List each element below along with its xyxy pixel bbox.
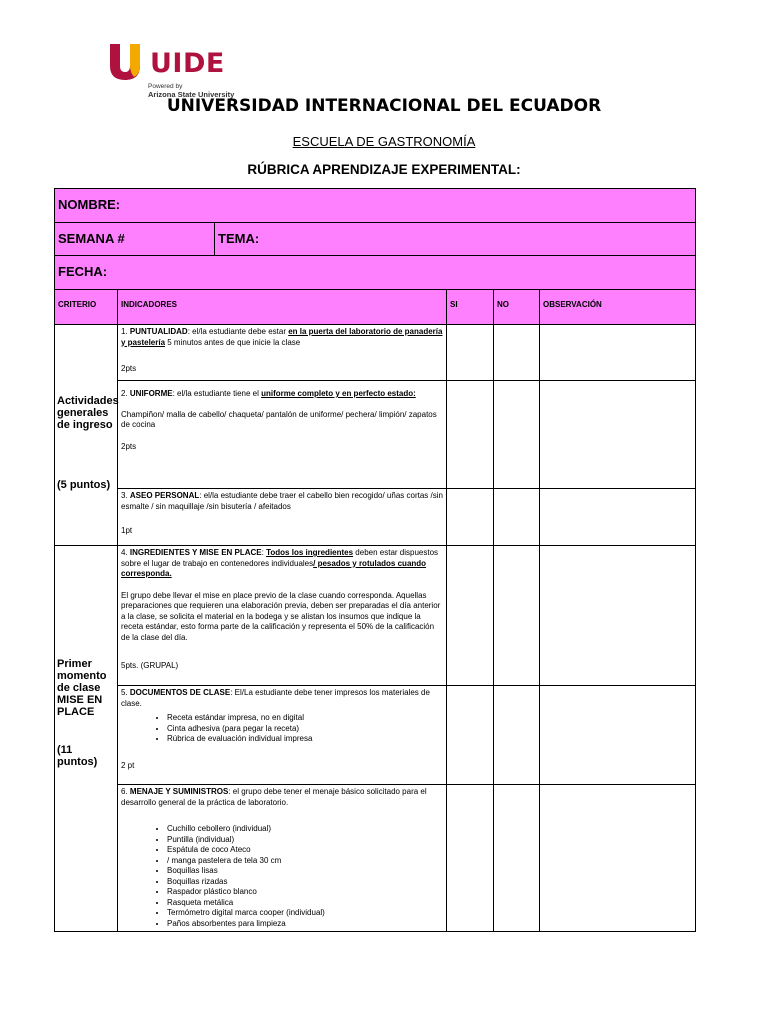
uide-shield-icon xyxy=(108,42,142,82)
criterion-label: Actividades generales de ingreso xyxy=(57,395,119,431)
indicator-ingredientes: 4. INGREDIENTES Y MISE EN PLACE: Todos los ingredientes deben estar dispuestos sobre el lugar de trabajo en contenedores individuales/ pesados y rotulados cuando corresponda. El grupo debe llevar el mise en place previo de la clase cuando corresponda. Aquellas preparaciones que requieren una elaboración previa, deben ser preparadas el día anterior a la clase, se solicita el material en la bodega y se alistan los insumos que indique la receta estándar, esto forma parte de la calificación y representa el 50% de la calificación de la clase del día. 5pts. (GRUPAL) xyxy=(118,546,447,686)
indicator-points: 5pts. (GRUPAL) xyxy=(121,661,179,670)
list-item: • Boquillas rizadas xyxy=(167,877,443,888)
list-item: • Rúbrica de evaluación individual impresa xyxy=(167,734,443,745)
list-item: • / manga pastelera de tela 30 cm xyxy=(167,856,443,867)
table-row xyxy=(55,546,696,686)
list-item: • Termómetro digital marca cooper (individual) xyxy=(167,908,443,919)
no-cell[interactable] xyxy=(494,381,540,489)
list-item: • Rasqueta metálica xyxy=(167,898,443,909)
col-no: NO xyxy=(494,290,540,325)
observacion-cell[interactable] xyxy=(540,785,696,932)
table-row xyxy=(55,325,696,381)
menaje-list xyxy=(121,824,443,929)
criterion-points: (11 puntos) xyxy=(57,743,98,768)
list-item: • Espátula de coco Ateco xyxy=(167,845,443,856)
criterion-mise-en-place xyxy=(55,546,118,932)
list-item: • Receta estándar impresa, no en digital xyxy=(167,713,443,724)
indicator-points: 2 pt xyxy=(121,760,135,770)
observacion-cell[interactable] xyxy=(540,546,696,686)
criterion-ingreso xyxy=(55,325,118,546)
indicator-points: 1pt xyxy=(121,526,133,535)
uide-logo xyxy=(108,42,248,98)
indicator-points: 2pts xyxy=(121,441,137,451)
school-title: ESCUELA DE GASTRONOMÍA xyxy=(292,134,476,149)
indicator-points: 2pts xyxy=(121,364,137,373)
si-cell[interactable] xyxy=(447,785,494,932)
rubric-table xyxy=(54,188,696,932)
col-observacion: OBSERVACIÓN xyxy=(540,290,696,325)
criterion-label-2: MISE EN PLACE xyxy=(57,693,103,718)
si-cell[interactable] xyxy=(447,381,494,489)
indicator-detail: El grupo debe llevar el mise en place previo de la clase cuando corresponda. Aquellas preparaciones que requieren una elaboración previa, deben ser preparadas el día anterior a la clase, se solicita el material en la bodega y se alistan los insumos que indique la receta estándar, esto forma parte de la calificación y representa el 50% de la calificación de la clase del día. xyxy=(121,590,441,642)
indicator-menaje: 6. MENAJE Y SUMINISTROS: el grupo debe tener el menaje básico solicitado para el desarrollo general de la práctica de laboratorio. • Cuchillo cebollero (individual) • Puntilla (individual) • Espátula de coco Ateco • / manga pastelera de tela 30 cm • Boquillas lisas • Boquillas rizadas • Raspador plástico blanco • Rasqueta metálica • Termómetro digital marca cooper (individual) • Paños absorbentes para limpieza xyxy=(118,785,447,932)
tema-field[interactable]: TEMA: xyxy=(215,223,696,256)
fecha-field[interactable]: FECHA: xyxy=(55,256,696,290)
documentos-list xyxy=(121,713,443,745)
table-row xyxy=(55,686,696,785)
criterion-points: (5 puntos) xyxy=(57,479,111,491)
powered-by: Powered by xyxy=(148,83,183,90)
indicator-uniforme: 2. UNIFORME: el/la estudiante tiene el uniforme completo y en perfecto estado: Champiñon/ malla de cabello/ chaqueta/ pantalón de uniforme/ pechera/ limpión/ zapatos de cocina 2pts xyxy=(118,381,447,489)
si-cell[interactable] xyxy=(447,489,494,546)
si-cell[interactable] xyxy=(447,686,494,785)
no-cell[interactable] xyxy=(494,325,540,381)
list-item: • Raspador plástico blanco xyxy=(167,887,443,898)
no-cell[interactable] xyxy=(494,785,540,932)
indicator-puntualidad: 1. PUNTUALIDAD: el/la estudiante debe estar en la puerta del laboratorio de panadería y pastelería 5 minutos antes de que inicie la clase 2pts xyxy=(118,325,447,381)
table-row xyxy=(55,381,696,489)
list-item: • Puntilla (individual) xyxy=(167,835,443,846)
col-indicadores: INDICADORES xyxy=(118,290,447,325)
indicator-aseo: 3. ASEO PERSONAL: el/la estudiante debe traer el cabello bien recogido/ uñas cortas /sin esmalte / sin maquillaje /sin bisutería / afeitados 1pt xyxy=(118,489,447,546)
no-cell[interactable] xyxy=(494,686,540,785)
brand-name: UIDE xyxy=(150,48,225,79)
university-title: UNIVERSIDAD INTERNACIONAL DEL ECUADOR xyxy=(166,96,602,116)
si-cell[interactable] xyxy=(447,325,494,381)
observacion-cell[interactable] xyxy=(540,489,696,546)
nombre-field[interactable]: NOMBRE: xyxy=(55,189,696,223)
col-si: SI xyxy=(447,290,494,325)
semana-field[interactable]: SEMANA # xyxy=(55,223,215,256)
si-cell[interactable] xyxy=(447,546,494,686)
indicator-documentos: 5. DOCUMENTOS DE CLASE: El/La estudiante debe tener impresos los materiales de clase. • Receta estándar impresa, no en digital • Cinta adhesiva (para pegar la receta) • Rúbrica de evaluación individual impresa 2 pt xyxy=(118,686,447,785)
no-cell[interactable] xyxy=(494,546,540,686)
partner-name: Arizona State University xyxy=(148,90,235,99)
criterion-label: Primer momento de clase xyxy=(57,657,107,694)
table-row xyxy=(55,785,696,932)
observacion-cell[interactable] xyxy=(540,325,696,381)
col-criterio: CRITERIO xyxy=(55,290,118,325)
rubric-title: RÚBRICA APRENDIZAJE EXPERIMENTAL: xyxy=(247,162,521,177)
table-row xyxy=(55,489,696,546)
observacion-cell[interactable] xyxy=(540,686,696,785)
observacion-cell[interactable] xyxy=(540,381,696,489)
list-item: • Paños absorbentes para limpieza xyxy=(167,919,443,930)
indicator-detail: Champiñon/ malla de cabello/ chaqueta/ pantalón de uniforme/ pechera/ limpión/ zapatos de cocina xyxy=(121,409,437,429)
no-cell[interactable] xyxy=(494,489,540,546)
list-item: • Boquillas lisas xyxy=(167,866,443,877)
list-item: • Cuchillo cebollero (individual) xyxy=(167,824,443,835)
list-item: • Cinta adhesiva (para pegar la receta) xyxy=(167,724,443,735)
